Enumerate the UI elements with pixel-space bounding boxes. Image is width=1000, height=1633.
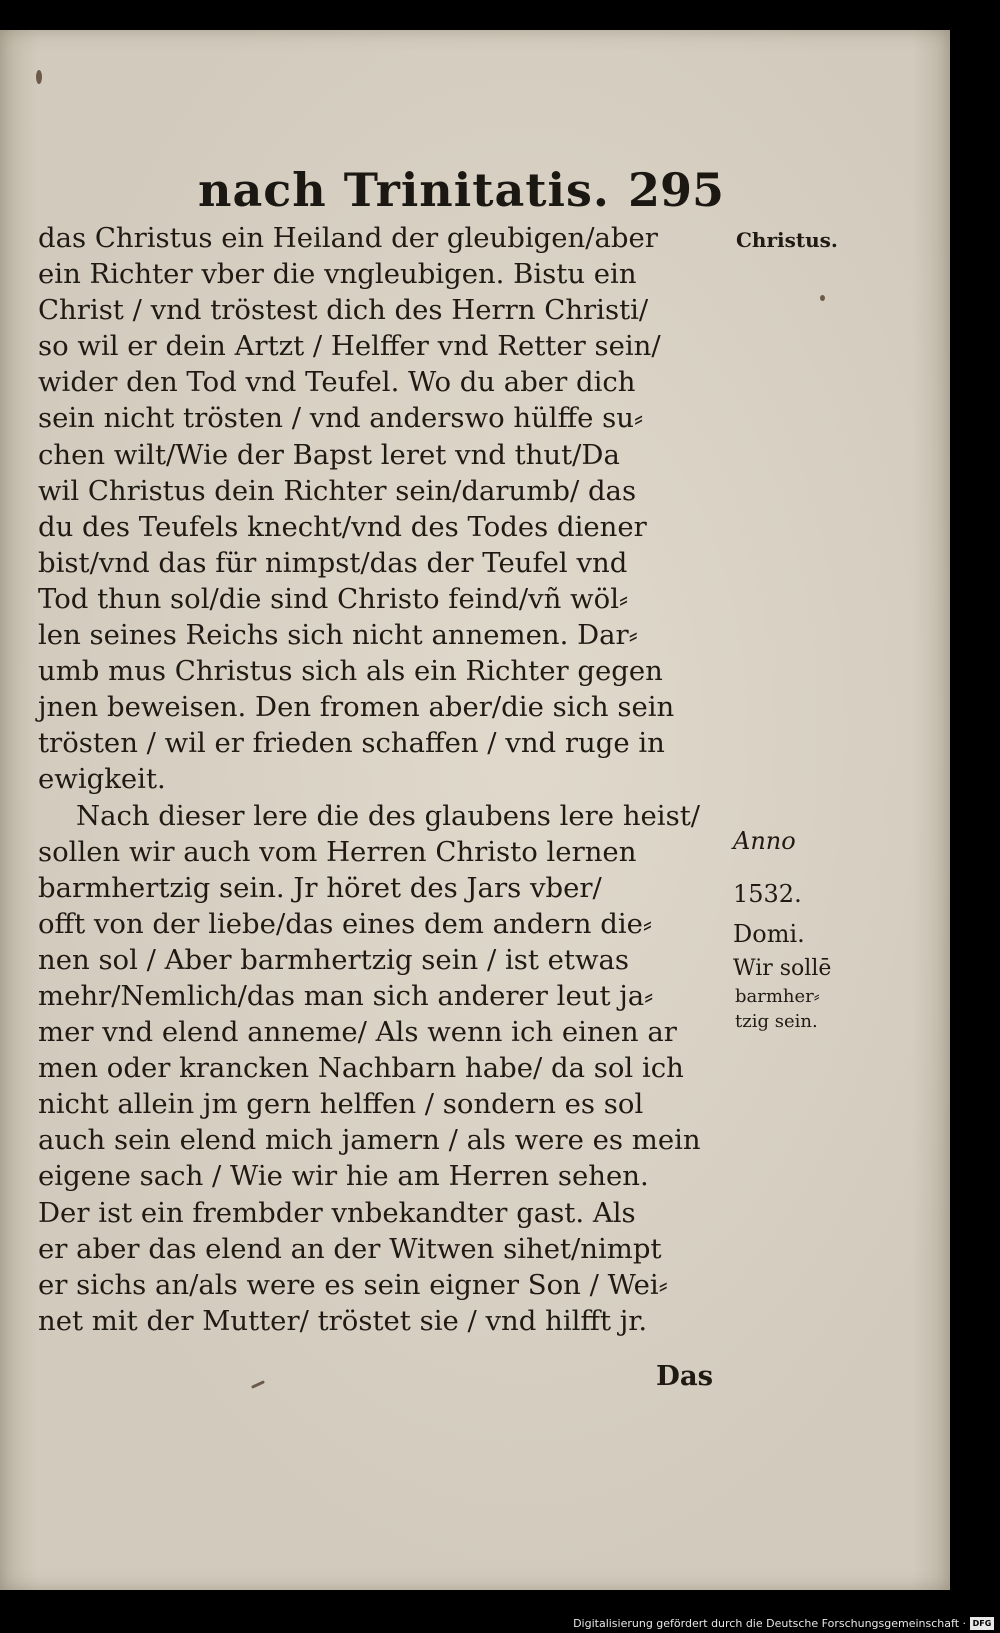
text-line: du des Teufels knecht/vnd des Todes diener <box>38 510 647 543</box>
text-line: so wil er dein Artzt / Helffer vnd Retter sein/ <box>38 330 661 363</box>
margin-note-tzig-sein: tzig sein. <box>735 1011 818 1032</box>
text-line: Christ / vnd tröstest dich des Herrn Christi/ <box>38 294 649 327</box>
catchword: Das <box>656 1360 714 1392</box>
margin-note-domi: Domi. <box>733 920 805 948</box>
page-header <box>0 165 730 215</box>
margin-note-barmher: barmher⸗ <box>735 986 820 1007</box>
text-line: chen wilt/Wie der Bapst leret vnd thut/Da <box>38 438 620 471</box>
text-line: mehr/Nemlich/das man sich anderer leut ja⸗ <box>38 979 654 1012</box>
text-line: offt von der liebe/das eines dem andern die⸗ <box>38 907 653 940</box>
text-line: barmhertzig sein. Jr höret des Jars vber/ <box>38 871 602 904</box>
text-line: er aber das elend an der Witwen sihet/nimpt <box>38 1232 662 1265</box>
running-title: nach Trinitatis. <box>198 163 610 217</box>
margin-note-year: 1532. <box>733 880 802 908</box>
margin-note-wir-sollen: Wir sollē <box>733 956 832 981</box>
text-line: wider den Tod vnd Teufel. Wo du aber dich <box>38 366 636 399</box>
text-line: jnen beweisen. Den fromen aber/die sich sein <box>38 691 675 724</box>
text-line: Der ist ein frembder vnbekandter gast. Als <box>38 1196 636 1229</box>
text-line: bist/vnd das für nimpst/das der Teufel vnd <box>38 546 628 579</box>
text-line: wil Christus dein Richter sein/darumb/ das <box>38 474 637 507</box>
text-line: Tod thun sol/die sind Christo feind/vñ wöl⸗ <box>38 582 629 615</box>
text-line: auch sein elend mich jamern / als were es mein <box>38 1124 701 1157</box>
funding-credit: Digitalisierung gefördert durch die Deutsche Forschungsgemeinschaft · <box>573 1617 966 1630</box>
text-line: nicht allein jm gern helffen / sondern es sol <box>38 1088 644 1121</box>
digitization-footer <box>0 1616 1000 1633</box>
text-line: trösten / wil er frieden schaffen / vnd ruge in <box>38 727 665 760</box>
text-line: eigene sach / Wie wir hie am Herren sehen. <box>38 1160 649 1193</box>
body-text <box>38 220 728 1339</box>
text-line: sein nicht trösten / vnd anderswo hülffe su⸗ <box>38 402 644 435</box>
text-line: nen sol / Aber barmhertzig sein / ist etwas <box>38 943 630 976</box>
page-speck <box>820 295 825 301</box>
text-line: net mit der Mutter/ tröstet sie / vnd hilfft jr. <box>38 1304 648 1337</box>
page-speck <box>251 1380 265 1389</box>
text-line: mer vnd elend anneme/ Als wenn ich einen ar <box>38 1016 677 1049</box>
page-speck <box>36 70 42 84</box>
text-line: er sichs an/als were es sein eigner Son / Wei⸗ <box>38 1268 668 1301</box>
page-number: 295 <box>628 163 725 217</box>
text-line: das Christus ein Heiland der gleubigen/aber <box>38 222 658 254</box>
text-line: men oder krancken Nachbarn habe/ da sol ich <box>38 1052 684 1085</box>
text-line: ein Richter vber die vngleubigen. Bistu ein <box>38 258 637 291</box>
text-line: sollen wir auch vom Herren Christo lernen <box>38 835 637 868</box>
text-line: ewigkeit. <box>38 763 166 796</box>
dfg-logo-icon: DFG <box>970 1617 994 1630</box>
text-line: len seines Reichs sich nicht annemen. Dar⸗ <box>38 619 638 652</box>
margin-note-anno: Anno <box>733 827 796 855</box>
paragraph-start-line: Nach dieser lere die des glaubens lere heist/ <box>76 799 701 832</box>
book-page <box>0 30 950 1590</box>
margin-note-christus: Christus. <box>736 228 838 252</box>
text-line: umb mus Christus sich als ein Richter gegen <box>38 655 663 688</box>
